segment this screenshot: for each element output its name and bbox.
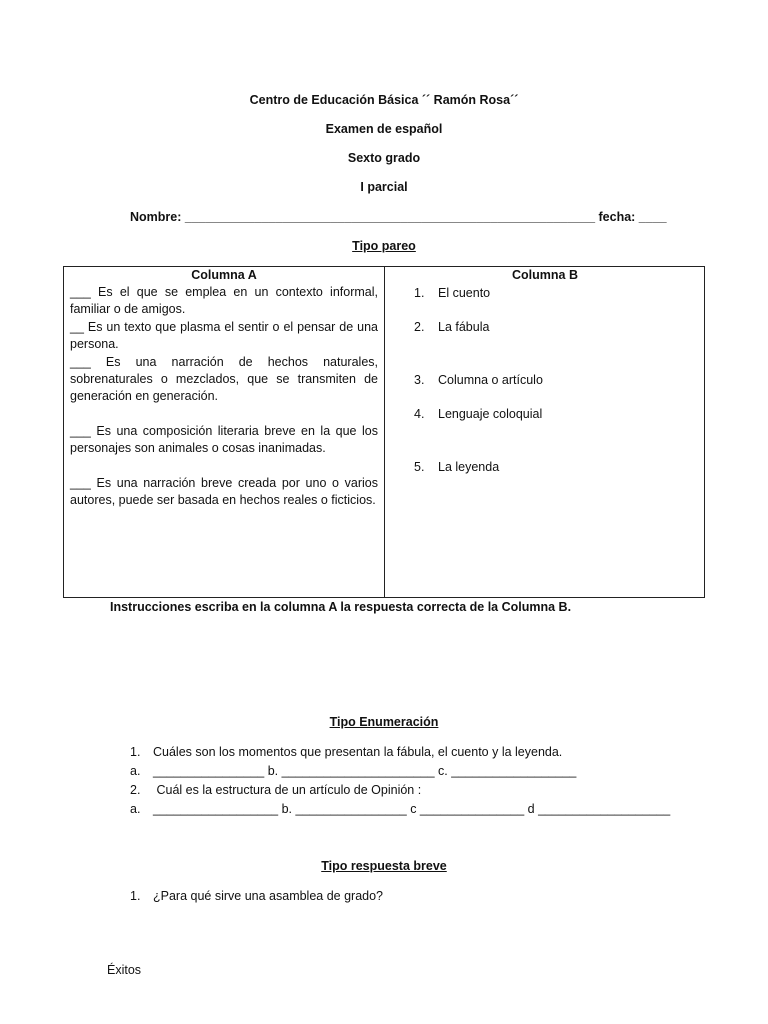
column-a — [70, 267, 378, 509]
enumeracion-line — [130, 745, 562, 759]
pareo-instructions: Instrucciones escriba en la columna A la respuesta correcta de la Columna B. — [110, 600, 572, 614]
column-b-item — [390, 407, 690, 421]
column-a-item: ___ Es una narración de hechos naturales, sobrenaturales o mezclados, que se transmiten de generación en generación. — [70, 354, 378, 404]
line-number: a. — [130, 764, 141, 778]
column-a-item: ___ Es una composición literaria breve en la que los personajes son animales o cosas inanimadas. — [70, 423, 378, 456]
item-number: 3. — [414, 373, 425, 387]
enumeracion-heading: Tipo Enumeración — [329, 715, 439, 729]
question-text: ¿Para qué sirve una asamblea de grado? — [153, 889, 384, 903]
line-number: 1. — [130, 745, 141, 759]
item-text: Lenguaje coloquial — [438, 407, 543, 421]
item-text: El cuento — [438, 286, 491, 300]
column-a-item: __ Es un texto que plasma el sentir o el pensar de una persona. — [70, 319, 378, 352]
period-title: I parcial — [360, 180, 408, 194]
line-number: 2. — [130, 783, 141, 797]
enumeracion-line — [130, 783, 421, 797]
school-title: Centro de Educación Básica ´´ Ramón Rosa´´ — [249, 93, 519, 107]
item-number: 1. — [414, 286, 425, 300]
column-b-item — [390, 286, 690, 300]
column-b-item — [390, 320, 690, 334]
closing-text: Éxitos — [107, 963, 142, 977]
column-a-item: ___ Es una narración breve creada por uno o varios autores, puede ser basada en hechos reales o ficticios. — [70, 475, 378, 508]
respuesta-breve-heading: Tipo respuesta breve — [321, 859, 447, 873]
line-text: __________________ b. ________________ c _______________ d ___________________ — [153, 802, 671, 816]
item-number: 2. — [414, 320, 425, 334]
column-a-item: ___ Es el que se emplea en un contexto informal, familiar o de amigos. — [70, 285, 378, 317]
question-number: 1. — [130, 889, 141, 903]
enumeracion-line — [130, 802, 670, 816]
line-number: a. — [130, 802, 141, 816]
line-text: Cuál es la estructura de un artículo de Opinión : — [153, 783, 422, 797]
item-number: 4. — [414, 407, 425, 421]
pareo-heading: Tipo pareo — [352, 239, 416, 253]
item-text: La leyenda — [438, 460, 500, 474]
respuesta-breve-question — [130, 889, 383, 903]
grade-title: Sexto grado — [347, 151, 421, 165]
line-text: ________________ b. ______________________ c. __________________ — [153, 764, 577, 778]
enumeracion-line — [130, 764, 576, 778]
item-text: La fábula — [438, 320, 490, 334]
column-b-header: Columna B — [512, 268, 578, 282]
line-text: Cuáles son los momentos que presentan la fábula, el cuento y la leyenda. — [153, 745, 563, 759]
name-date-line: Nombre: ___________________________________________________________ fecha: ____ — [130, 210, 667, 224]
column-a-header: Columna A — [191, 268, 257, 282]
table-divider — [384, 267, 385, 597]
matching-table — [63, 266, 705, 598]
column-b-item — [390, 373, 690, 387]
item-text: Columna o artículo — [438, 373, 543, 387]
exam-title: Examen de español — [325, 122, 443, 136]
column-b — [390, 267, 700, 474]
column-b-item — [390, 460, 690, 474]
item-number: 5. — [414, 460, 425, 474]
